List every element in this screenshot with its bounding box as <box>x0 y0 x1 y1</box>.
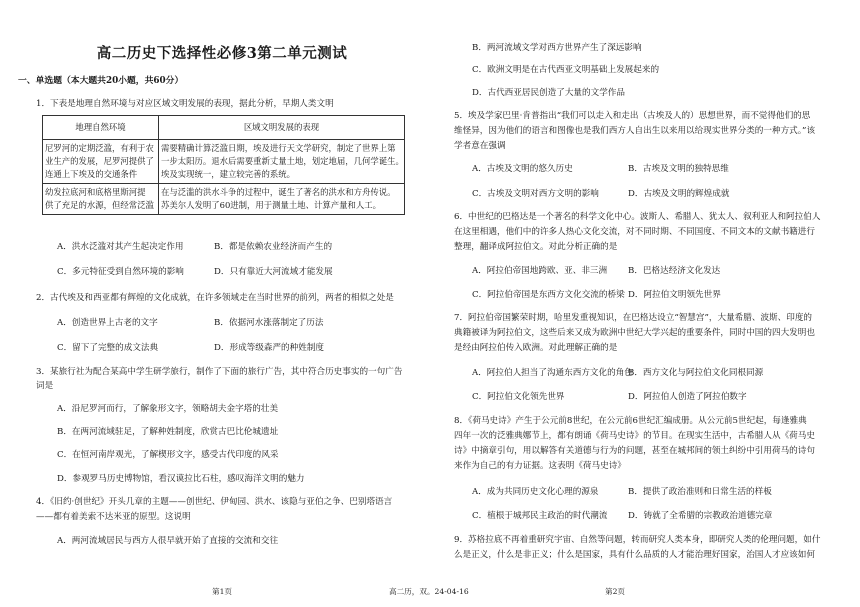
q2-option-a[interactable]: A．创造世界上古老的文字 <box>57 318 158 328</box>
table-row <box>43 140 405 184</box>
q1-stem: 1．下表是地理自然环境与对应区域文明发展的表现，据此分析，早期人类文明 <box>36 99 334 109</box>
q5-stem-line: 维怪异，因为他们的语言和图像也是我们西方人自出生以来用以给现实世界分类的一种方式。”该 <box>454 126 816 136</box>
cell-line: 连通上下埃及的交通条件 <box>45 169 138 180</box>
q8-option-a[interactable]: A．成为共同历史文化心理的源泉 <box>472 487 599 497</box>
q7-option-c[interactable]: C．阿拉伯文化领先世界 <box>472 392 565 402</box>
section-heading: 一、单选题（本大题共20小题，共60分） <box>18 76 184 86</box>
q8-option-c[interactable]: C．植根于城邦民主政治的时代潮流 <box>472 511 608 521</box>
q8-stem-line: 四年一次的泛雅典娜节上，都有朗诵《荷马史诗》的节目。在现实生活中，古希腊人从《荷马史 <box>454 431 815 441</box>
q3-option-c[interactable]: C．在恒河南岸观光，了解楔形文字，感受古代印度的风采 <box>57 450 279 460</box>
q3-option-a[interactable]: A．沿尼罗河而行，了解象形文字，领略胡夫金字塔的壮美 <box>57 404 279 414</box>
cell-line: 供了充足的水源，但经常泛滥 <box>45 200 154 211</box>
table-row <box>43 184 405 215</box>
q1-option-b[interactable]: B．都是依赖农业经济而产生的 <box>214 242 333 252</box>
q5-option-b[interactable]: B．古埃及文明的独特思维 <box>628 164 729 174</box>
q5-option-c[interactable]: C．古埃及文明对西方文明的影响 <box>472 189 599 199</box>
q8-stem-line: 来作为自己的有力证据。这表明《荷马史诗》 <box>454 461 626 471</box>
q7-option-b[interactable]: B．西方文化与阿拉伯文化同根同源 <box>628 368 764 378</box>
table-header-row <box>43 116 405 140</box>
q9-stem-line: 么是正义，什么是非正义；什么是国家，具有什么品质的人才能治理好国家，治国人才应该如何 <box>454 550 815 560</box>
table-cell-civilization <box>159 184 405 215</box>
q2-option-c[interactable]: C．留下了完整的成文法典 <box>57 343 159 353</box>
page-title: 高二历史下选择性必修3第二单元测试 <box>96 45 348 62</box>
q7-stem-line: 典籍被译为阿拉伯文，这些后来又成为欧洲中世纪大学兴起的重要条件，同时中国的四大发明也 <box>454 328 815 338</box>
q7-option-a[interactable]: A．阿拉伯人担当了沟通东西方文化的角色 <box>472 368 633 378</box>
q4-option-d[interactable]: D．古代西亚居民创造了大量的文学作品 <box>472 88 625 98</box>
cell-line: 埃及实现统一，建立较完善的系统。 <box>161 169 295 180</box>
q2-option-b[interactable]: B．依据河水涨落制定了历法 <box>214 318 324 328</box>
page-number-right: 第2页 <box>605 587 626 596</box>
cell-line: 一步太阳历。退水后需要重新丈量土地，划定地届，几何学诞生。 <box>161 156 404 167</box>
q2-option-d[interactable]: D．形成等级森严的种姓制度 <box>214 343 325 353</box>
q9-stem-line: 9．苏格拉底不再着重研究宇宙、自然等问题，转而研究人类本身，即研究人类的伦理问题，如什 <box>454 535 821 545</box>
q4-option-a[interactable]: A．两河流域居民与西方人很早就开始了直接的交流和交往 <box>57 536 279 546</box>
q3-option-b[interactable]: B．在两河流域驻足，了解种姓制度，欣赏古巴比伦城遗址 <box>57 427 279 437</box>
q3-option-d[interactable]: D．参观罗马历史博物馆，看汉谟拉比石柱，感叹海洋文明的魅力 <box>57 474 305 484</box>
cell-line: 幼发拉底河和底格里斯河提 <box>45 187 146 198</box>
table-cell-environment <box>43 140 159 184</box>
q3-stem-line: 3．某旅行社为配合某高中学生研学旅行，制作了下面的旅行广告，其中符合历史事实的一句广告 <box>36 367 403 377</box>
table-cell-civilization <box>159 140 405 184</box>
q1-option-a[interactable]: A．洪水泛滥对其产生起决定作用 <box>57 242 184 252</box>
q1-option-d[interactable]: D．只有靠近大河流域才能发展 <box>214 267 333 277</box>
q7-stem-line: 7．阿拉伯帝国繁荣时期，哈里发重视知识，在巴格达设立“智慧宫”，大量希腊、波斯、印度的 <box>454 313 813 323</box>
q1-table <box>42 115 405 215</box>
q4-stem-line: 4．《旧约·创世纪》开头几章的主题——创世纪、伊甸园、洪水、该隐与亚伯之争、巴别塔语言 <box>36 497 393 507</box>
q4-stem-line: ——都有着美索不达米亚的原型。这说明 <box>36 512 191 522</box>
cell-line: 需要精确计算泛滥日期，埃及进行天文学研究，制定了世界上第 <box>161 143 396 154</box>
q5-option-d[interactable]: D．古埃及文明的辉煌成就 <box>628 189 730 199</box>
footer-exam-code: 高二历，双。24-04-16 <box>389 587 469 596</box>
table-cell-environment <box>43 184 159 215</box>
cell-line: 苏美尔人发明了60进制，用于测量土地、计算产量和人工。 <box>161 200 382 211</box>
q8-option-d[interactable]: D．铸就了全希腊的宗教政治道德完章 <box>628 511 773 521</box>
cell-line: 业生产的发展，尼罗河提供了 <box>45 156 154 167</box>
q5-option-a[interactable]: A．古埃及文明的悠久历史 <box>472 164 573 174</box>
page-number-left: 第1页 <box>212 587 233 596</box>
q6-option-a[interactable]: A．阿拉伯帝国地跨欧、亚、非三洲 <box>472 266 608 276</box>
table-header-environment: 地理自然环境 <box>43 116 159 140</box>
q1-option-c[interactable]: C．多元特征受到自然环境的影响 <box>57 267 184 277</box>
q5-stem-line: 学者意在强调 <box>454 141 506 151</box>
cell-line: 尼罗河的定期泛滥，有利于农 <box>45 143 154 154</box>
q6-stem-line: 整理，翻译成阿拉伯文。对此分析正确的是 <box>454 242 618 252</box>
q8-stem-line: 8．《荷马史诗》产生于公元前8世纪，在公元前6世纪汇编成册。从公元前5世纪起，每逢雅典 <box>454 416 807 426</box>
table-header-civilization: 区域文明发展的表现 <box>159 116 405 140</box>
q8-option-b[interactable]: B．提供了政治准则和日常生活的样板 <box>628 487 772 497</box>
q6-stem-line: 6．中世纪的巴格达是一个著名的科学文化中心。波斯人、希腊人、犹太人、叙利亚人和阿拉伯人 <box>454 212 821 222</box>
q6-option-b[interactable]: B．巴格达经济文化发达 <box>628 266 721 276</box>
q7-option-d[interactable]: D．阿拉伯人创造了阿拉伯数字 <box>628 392 747 402</box>
q5-stem-line: 5．埃及学家巴里·肯普指出“我们可以走入和走出（古埃及人的）思想世界，而不觉得他们的思 <box>454 111 811 121</box>
q6-option-d[interactable]: D．阿拉伯文明领先世界 <box>628 290 721 300</box>
q7-stem-line: 是经由阿拉伯传入欧洲。对此理解正确的是 <box>454 343 618 353</box>
q6-stem-line: 在这里相遇，他们中的许多人热心文化交流，对不同时期、不同国度、不同文本的文献书籍进行 <box>454 227 815 237</box>
cell-line: 在与泛滥的洪水斗争的过程中，诞生了著名的洪水和方舟传说。 <box>161 187 396 198</box>
q6-option-c[interactable]: C．阿拉伯帝国是东西方文化交流的桥梁 <box>472 290 625 300</box>
q4-option-c[interactable]: C．欧洲文明是在古代西亚文明基础上发展起来的 <box>472 65 660 75</box>
q4-option-b[interactable]: B．两河流域文学对西方世界产生了深远影响 <box>472 43 642 53</box>
q3-stem-line: 词是 <box>36 381 54 391</box>
q2-stem: 2．古代埃及和西亚都有辉煌的文化成就，在许多领域走在当时世界的前列，两者的相似之处是 <box>36 293 394 303</box>
q8-stem-line: 诗》中摘章引句，用以解答有关道德与行为的问题，甚至在城邦间的领土纠纷中引用荷马的诗句 <box>454 446 815 456</box>
